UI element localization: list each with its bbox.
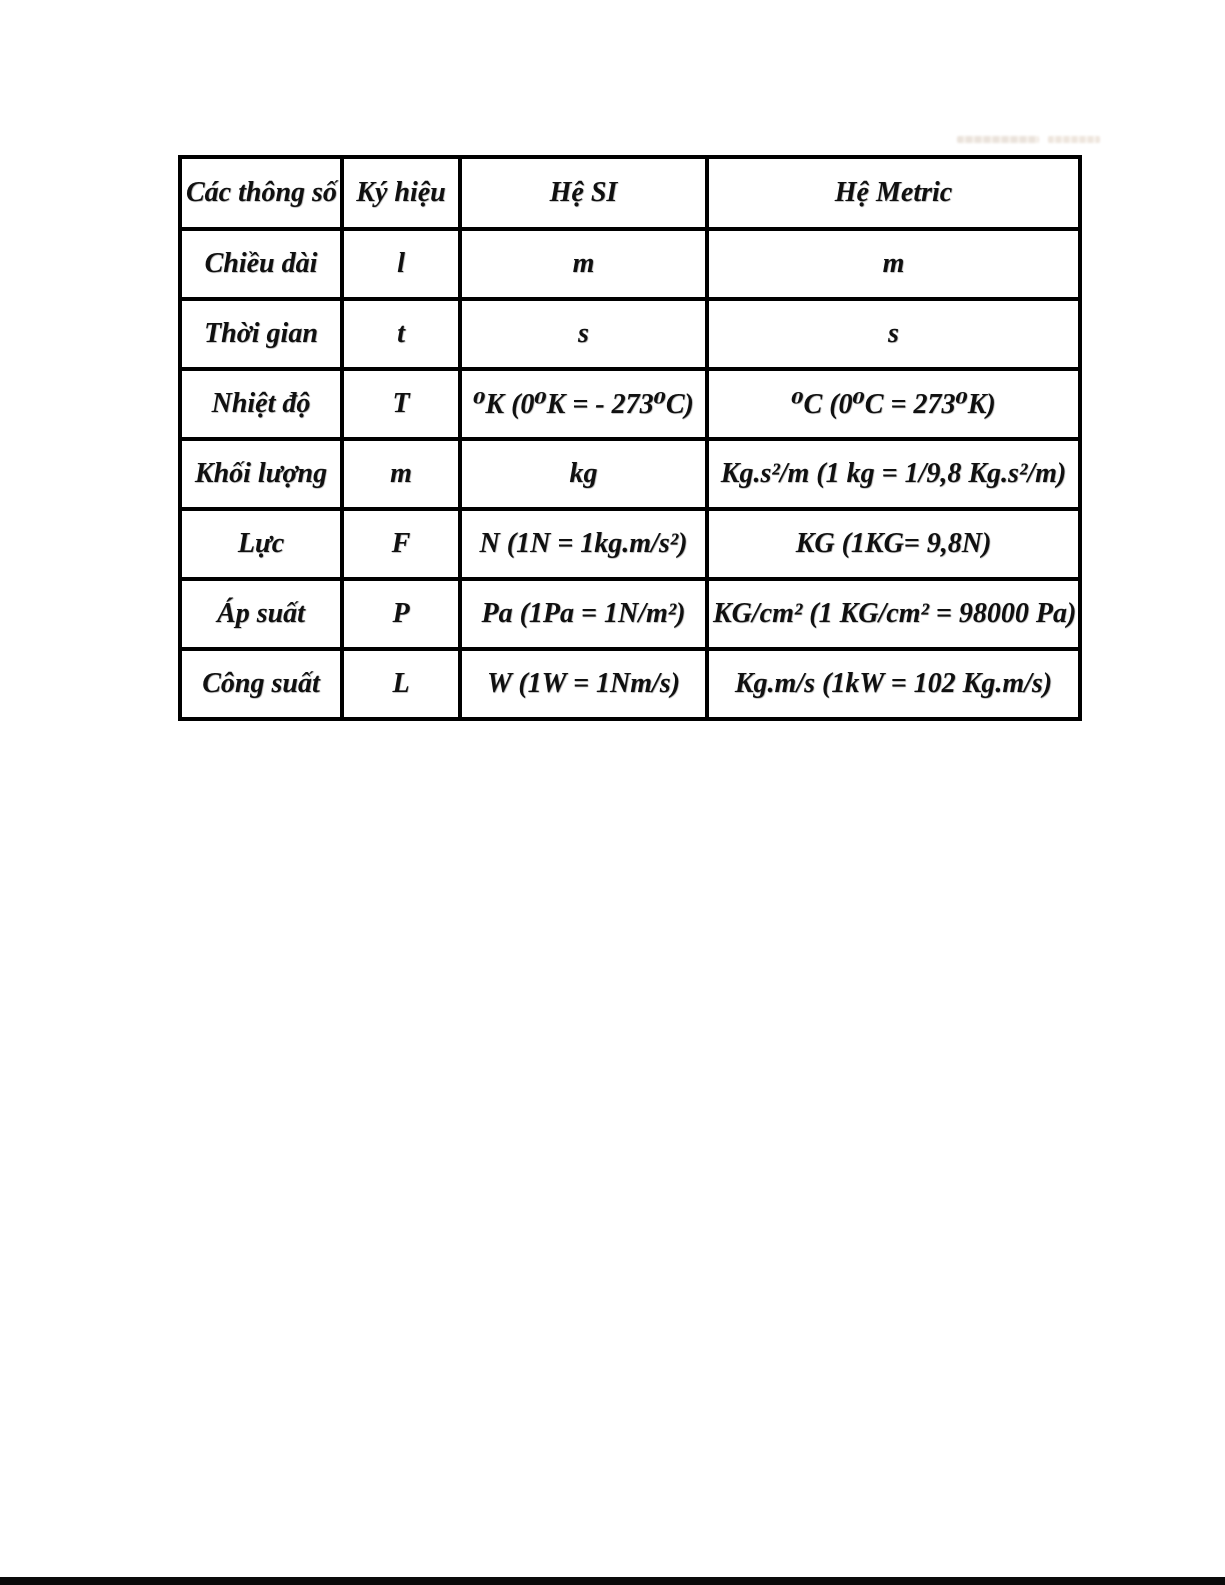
table-row: [180, 579, 1080, 649]
cell-symbol: F: [342, 509, 460, 579]
cell-parameter: Công suất: [180, 649, 342, 719]
cell-parameter: Nhiệt độ: [180, 369, 342, 439]
cell-symbol: l: [342, 229, 460, 299]
cell-metric: Kg.m/s (1kW = 102 Kg.m/s): [707, 649, 1080, 719]
cell-parameter: Chiều dài: [180, 229, 342, 299]
cell-parameter: Thời gian: [180, 299, 342, 369]
cell-parameter: Khối lượng: [180, 439, 342, 509]
table-header-row: [180, 157, 1080, 229]
cell-si: m: [460, 229, 707, 299]
table-row: [180, 369, 1080, 439]
cell-symbol: t: [342, 299, 460, 369]
table-row: [180, 509, 1080, 579]
table-row: [180, 299, 1080, 369]
cell-parameter: Áp suất: [180, 579, 342, 649]
cell-metric: Kg.s²/m (1 kg = 1/9,8 Kg.s²/m): [707, 439, 1080, 509]
col-header-parameter: Các thông số: [180, 157, 342, 229]
cell-metric: ⁰C (0⁰C = 273⁰K): [707, 369, 1080, 439]
watermark: [957, 136, 1100, 145]
table-row: [180, 439, 1080, 509]
cell-symbol: L: [342, 649, 460, 719]
cell-metric: m: [707, 229, 1080, 299]
cell-si: s: [460, 299, 707, 369]
cell-si: kg: [460, 439, 707, 509]
cell-si: ⁰K (0⁰K = - 273⁰C): [460, 369, 707, 439]
cell-symbol: T: [342, 369, 460, 439]
cell-symbol: P: [342, 579, 460, 649]
col-header-symbol: Ký hiệu: [342, 157, 460, 229]
col-header-metric: Hệ Metric: [707, 157, 1080, 229]
col-header-si: Hệ SI: [460, 157, 707, 229]
bottom-bar: [0, 1577, 1225, 1585]
watermark-segment: [957, 136, 1039, 143]
cell-si: W (1W = 1Nm/s): [460, 649, 707, 719]
cell-si: N (1N = 1kg.m/s²): [460, 509, 707, 579]
cell-parameter: Lực: [180, 509, 342, 579]
cell-si: Pa (1Pa = 1N/m²): [460, 579, 707, 649]
cell-metric: KG (1KG= 9,8N): [707, 509, 1080, 579]
table-row: [180, 649, 1080, 719]
cell-metric: s: [707, 299, 1080, 369]
cell-symbol: m: [342, 439, 460, 509]
table-row: [180, 229, 1080, 299]
cell-metric: KG/cm² (1 KG/cm² = 98000 Pa): [707, 579, 1080, 649]
watermark-segment: [1048, 136, 1100, 143]
units-table: [178, 155, 1082, 721]
